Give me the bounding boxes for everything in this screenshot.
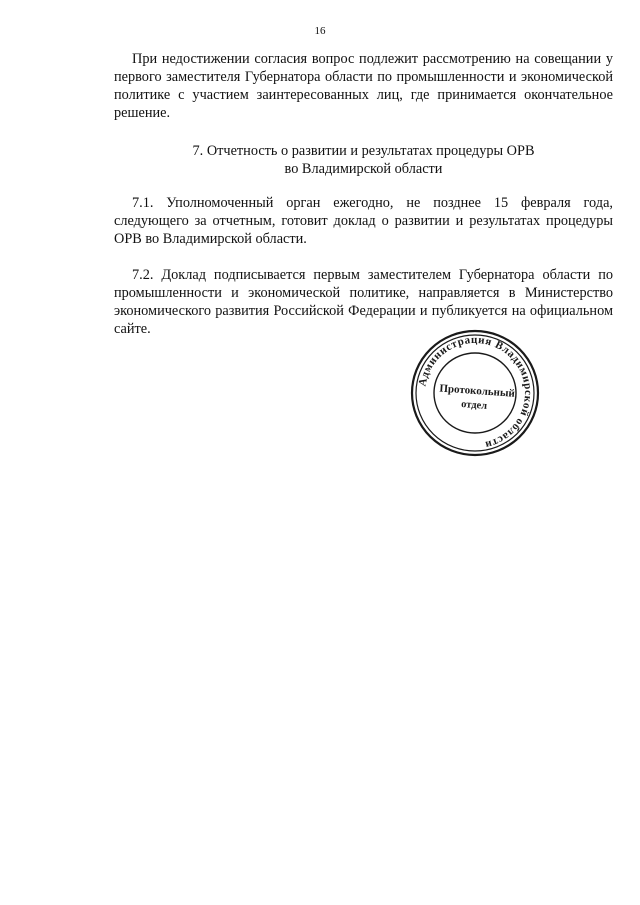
intro-paragraph	[114, 50, 613, 122]
seal-center-line-2: отдел	[460, 399, 488, 412]
section-title-line-2: во Владимирской области	[284, 161, 443, 177]
page-number: 16	[314, 25, 326, 37]
section-title-line-1: 7. Отчетность о развитии и результатах процедуры ОРВ	[192, 143, 535, 159]
paragraph-7-1-text: 7.1. Уполномоченный орган ежегодно, не позднее 15 февраля года, следующего за отчетным, готовит доклад о развитии и результатах процедуры ОРВ во Владимирской области.	[114, 195, 613, 247]
intro-text: При недостижении согласия вопрос подлежит рассмотрению на совещании у первого заместителя Губернатора области по промышленности и экономической политике с участием заинтересованных лиц, где принимается окончательное решение.	[114, 51, 613, 121]
official-seal-stamp	[409, 328, 541, 458]
seal-center-line-1: Протокольный	[439, 382, 516, 400]
section-heading	[114, 142, 613, 178]
paragraph-7-2-text: 7.2. Доклад подписывается первым заместителем Губернатора области по промышленности и экономической политике, направляется в Министерство экономического развития Российской Федерации и публикуется на официальном сайте.	[114, 267, 613, 337]
seal-ring-text: Администрация Владимирской области	[416, 333, 535, 451]
paragraph-7-1	[114, 194, 613, 248]
seal-graphic	[409, 328, 541, 458]
